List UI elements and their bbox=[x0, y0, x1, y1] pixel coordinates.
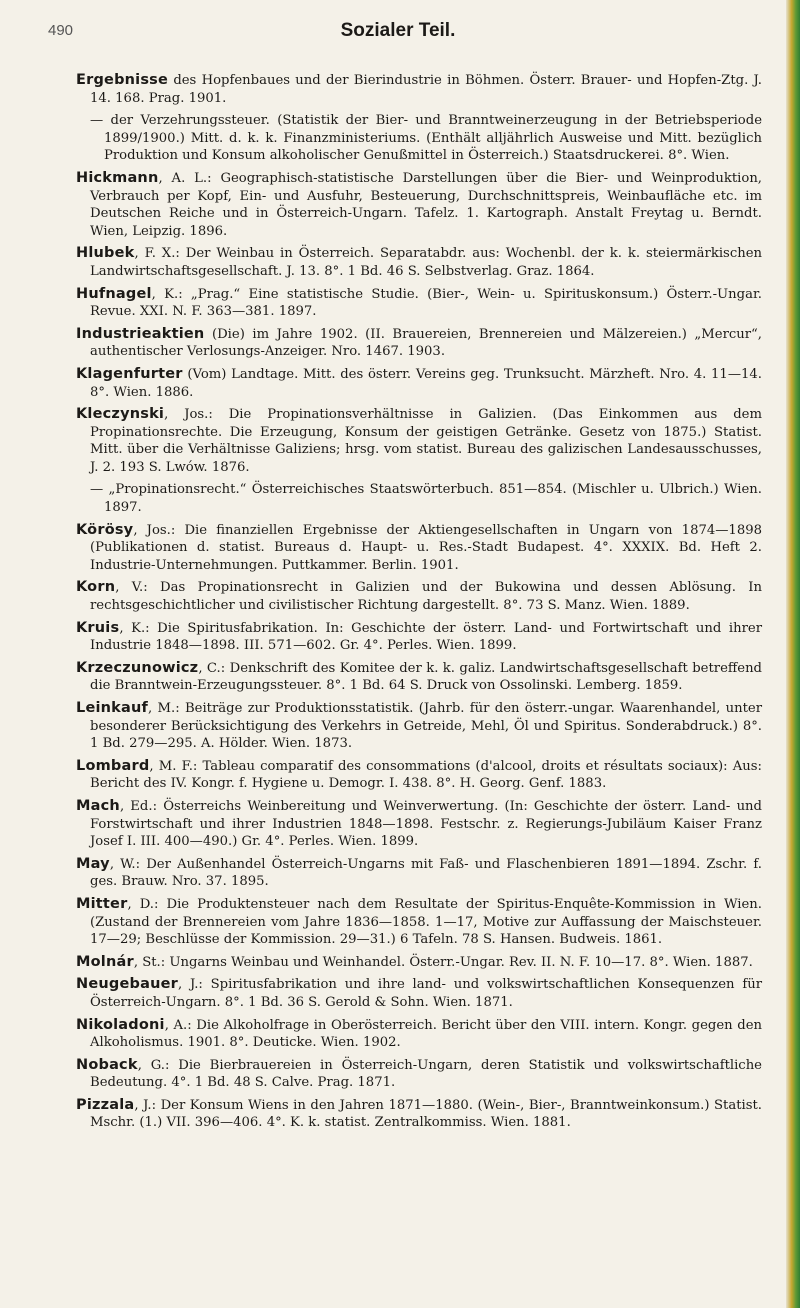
entry-text: , C.: Denkschrift des Komitee der k. k. galiz. Landwirtschaftsgesellschaft betreffend die Branntwein-Erzeugungssteuer. 8°. 1 Bd. 64 S. Druck von Ossolinski. Lemberg. 1859. bbox=[90, 660, 762, 694]
entry-author: Mach bbox=[76, 797, 120, 814]
page-edge-strip bbox=[786, 0, 800, 1308]
entry-author: Hlubek bbox=[76, 245, 135, 262]
entry-author: Lombard bbox=[76, 757, 150, 774]
bibliography-entry bbox=[76, 481, 762, 516]
bibliography-entry bbox=[76, 170, 762, 240]
entry-text: , G.: Die Bierbrauereien in Österreich-Ungarn, deren Statistik und volkswirtschaftliche Bedeutung. 4°. 1 Bd. 48 S. Calve. Prag. 1871. bbox=[90, 1057, 762, 1091]
entry-author: Nikoladoni bbox=[76, 1016, 165, 1033]
entry-author: May bbox=[76, 855, 110, 872]
page-header bbox=[48, 20, 748, 50]
entry-author: Hickmann bbox=[76, 169, 159, 186]
entry-text: , D.: Die Produktensteuer nach dem Resultate der Spiritus-Enquête-Kommission in Wien. (Zustand der Brennereien vom Jahre 1836—1858. 1—17, Motive zur Auffassung der Maischsteuer. 17—29; Beschlüsse der Kommission. 29—31.) 6 Tafeln. 78 S. Hansen. Budweis. 1861. bbox=[90, 896, 762, 948]
bibliography-entry bbox=[76, 326, 762, 361]
entry-text: des Hopfenbaues und der Bierindustrie in Böhmen. Österr. Brauer- und Hopfen-Ztg. J. 14. 168. Prag. 1901. bbox=[90, 73, 762, 106]
bibliography-entry bbox=[76, 1097, 762, 1132]
entry-author: Neugebauer bbox=[76, 976, 178, 993]
entry-author: Kruis bbox=[76, 619, 120, 636]
page-number: 490 bbox=[48, 22, 74, 39]
bibliography-entry bbox=[76, 522, 762, 575]
entry-text: , J.: Der Konsum Wiens in den Jahren 1871—1880. (Wein-, Bier-, Branntweinkonsum.) Statist. Mschr. (1.) VII. 396—406. 4°. K. k. statist. Zentralkommiss. Wien. 1881. bbox=[90, 1097, 762, 1131]
bibliography-entry bbox=[76, 406, 762, 476]
entry-author: Krzeczunowicz bbox=[76, 659, 199, 676]
entry-text: , J.: Spiritusfabrikation und ihre land- und volkswirtschaftlichen Konsequenzen für Österreich-Ungarn. 8°. 1 Bd. 36 S. Gerold & Sohn. Wien. 1871. bbox=[90, 977, 762, 1010]
entry-text: , K.: „Prag.“ Eine statistische Studie. (Bier-, Wein- u. Spirituskonsum.) Österr.-Ungar. Revue. XXI. N. F. 363—381. 1897. bbox=[90, 286, 762, 320]
entry-author: Molnár bbox=[76, 953, 134, 970]
bibliography-entry bbox=[76, 366, 762, 401]
bibliography-entry bbox=[76, 286, 762, 321]
bibliography-entry bbox=[76, 72, 762, 107]
bibliography-entry bbox=[76, 798, 762, 851]
bibliography-entry bbox=[76, 579, 762, 614]
entry-text: , M.: Beiträge zur Produktionsstatistik. (Jahrb. für den österr.-ungar. Waarenhandel, unter besonderer Berücksichtigung des Verkehrs in Getreide, Mehl, Öl und Spiritus. Sonderabdruck.) 8°. 1 Bd. 279—295. A. Hölder. Wien. 1873. bbox=[90, 701, 762, 752]
entry-author: Pizzala bbox=[76, 1096, 135, 1113]
bibliography-list bbox=[76, 72, 762, 1137]
entry-author: Klagenfurter bbox=[76, 365, 183, 382]
entry-author: Mitter bbox=[76, 895, 128, 912]
entry-author: Leinkauf bbox=[76, 700, 149, 716]
entry-author: Noback bbox=[76, 1056, 138, 1073]
bibliography-entry bbox=[76, 660, 762, 695]
entry-text: , W.: Der Außenhandel Österreich-Ungarns mit Faß- und Flaschenbieren 1891—1894. Zschr. f. ges. Brauw. Nro. 37. 1895. bbox=[90, 856, 762, 890]
bibliography-entry bbox=[76, 856, 762, 891]
entry-author: Korn bbox=[76, 579, 116, 596]
entry-text: , Jos.: Die finanziellen Ergebnisse der Aktiengesellschaften in Ungarn von 1874—1898 (Publikationen d. statist. Bureaus d. Haupt- u. Res.-Stadt Budapest. 4°. XXXIX. Bd. Heft 2. Industrie-Unternehmungen. Puttkammer. Berlin. 1901. bbox=[90, 522, 762, 573]
bibliography-entry bbox=[76, 112, 762, 165]
entry-author: Körösy bbox=[76, 521, 134, 538]
entry-text: , A. L.: Geographisch-statistische Darstellungen über die Bier- und Weinproduktion, Verbrauch per Kopf, Ein- und Ausfuhr, Besteuerung, Durchschnittspreis, Weinbaufläche etc. im Deutschen Reiche und in Österreich-Ungarn. Tafelz. 1. Kartograph. Anstalt Freytag u. Berndt. Wien, Leipzig. 1896. bbox=[90, 170, 762, 239]
bibliography-entry bbox=[76, 954, 762, 972]
bibliography-entry bbox=[76, 1017, 762, 1052]
entry-author: Hufnagel bbox=[76, 285, 152, 302]
entry-text: , Jos.: Die Propinationsverhältnisse in Galizien. (Das Einkommen aus dem Propinationsrechte. Die Erzeugung, Konsum der geistigen Getränke. Gesetz von 1875.) Statist. Mitt. über die Verhältnisse Galiziens; hrsg. vom statist. Bureau des galizischen Landesausschusses, J. 2. 193 S. Lwów. 1876. bbox=[90, 407, 762, 475]
bibliography-entry bbox=[76, 620, 762, 655]
entry-text: , V.: Das Propinationsrecht in Galizien und der Bukowina und dessen Ablösung. In rechtsgeschichtlicher und civilistischer Richtung dargestellt. 8°. 73 S. Manz. Wien. 1889. bbox=[90, 580, 762, 614]
entry-text: , K.: Die Spiritusfabrikation. In: Geschichte der österr. Land- und Fortwirtschaft und ihrer Industrie 1848—1898. III. 571—602. Gr. 4°. Perles. Wien. 1899. bbox=[90, 620, 762, 654]
entry-text: , Ed.: Österreichs Weinbereitung und Weinverwertung. (In: Geschichte der österr. Land- und Forstwirtschaft und ihrer Industrien 1848—1898. Festschr. z. Regierungs-Jubiläum Kaiser Franz Josef I. III. 400—490.) Gr. 4°. Perles. Wien. 1899. bbox=[90, 798, 762, 850]
entry-text: — der Verzehrungssteuer. (Statistik der Bier- und Branntweinerzeugung in der Betriebsperiode 1899/1900.) Mitt. d. k. k. Finanzministeriums. (Enthält alljährlich Ausweise und Mitt. bezüglich Produktion und Konsum alkoholischer Genußmittel in Österreich.) Staatsdruckerei. 8°. Wien. bbox=[90, 113, 762, 164]
bibliography-entry bbox=[76, 758, 762, 793]
entry-author: Industrieaktien bbox=[76, 325, 205, 342]
bibliography-entry bbox=[76, 976, 762, 1011]
entry-author: Ergebnisse bbox=[76, 72, 169, 88]
entry-text: , F. X.: Der Weinbau in Österreich. Separatabdr. aus: Wochenbl. der k. k. steiermärkischen Landwirtschaftsgesellschaft. J. 13. 8°. 1 Bd. 46 S. Selbstverlag. Graz. 1864. bbox=[90, 246, 762, 279]
entry-text: , A.: Die Alkoholfrage in Oberösterreich. Bericht über den VIII. intern. Kongr. gegen den Alkoholismus. 1901. 8°. Deuticke. Wien. 1902. bbox=[90, 1017, 762, 1051]
entry-text: (Die) im Jahre 1902. (II. Brauereien, Brennereien und Mälzereien.) „Mercur“, authentischer Verlosungs-Anzeiger. Nro. 1467. 1903. bbox=[90, 326, 762, 360]
entry-text: , M. F.: Tableau comparatif des consommations (d'alcool, droits et résultats sociaux): Aus: Bericht des IV. Kongr. f. Hygiene u. Demogr. I. 438. 8°. H. Georg. Genf. 1883. bbox=[90, 758, 762, 792]
entry-text: (Vom) Landtage. Mitt. des österr. Vereins geg. Trunksucht. Märzheft. Nro. 4. 11—14. 8°. Wien. 1886. bbox=[90, 366, 762, 400]
entry-author: Kleczynski bbox=[76, 406, 165, 423]
bibliography-entry bbox=[76, 1057, 762, 1092]
running-title: Sozialer Teil. bbox=[340, 20, 456, 41]
bibliography-entry bbox=[76, 896, 762, 949]
entry-text: , St.: Ungarns Weinbau und Weinhandel. Österr.-Ungar. Rev. II. N. F. 10—17. 8°. Wien. 1887. bbox=[133, 954, 753, 970]
bibliography-entry bbox=[76, 700, 762, 753]
bibliography-entry bbox=[76, 245, 762, 280]
entry-text: — „Propinationsrecht.“ Österreichisches Staatswörterbuch. 851—854. (Mischler u. Ulbrich.) Wien. 1897. bbox=[90, 482, 762, 516]
